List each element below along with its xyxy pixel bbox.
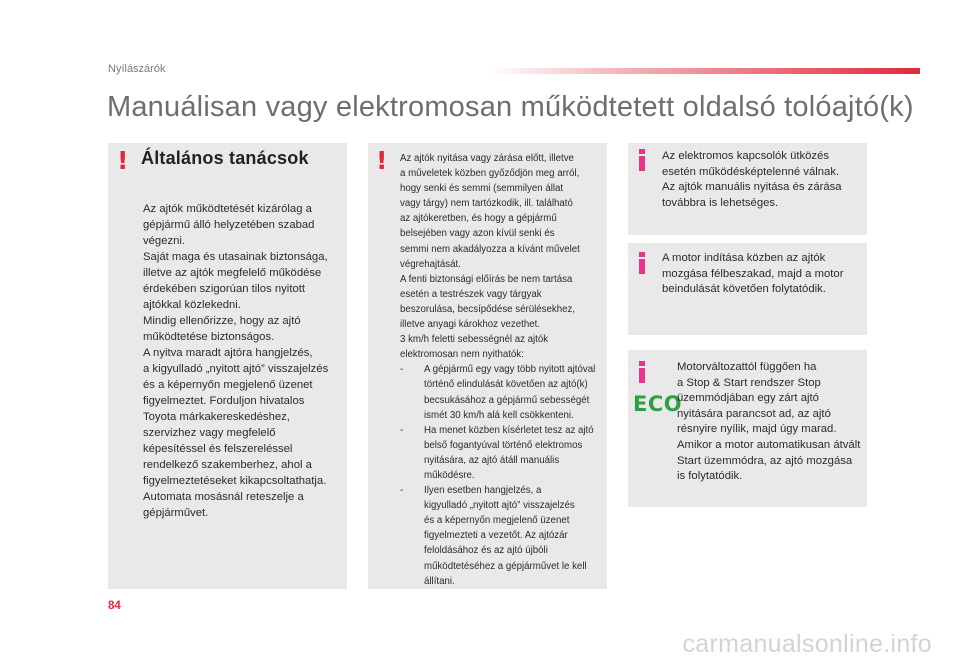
text-line: Az ajtók működtetését kizárólag a	[143, 203, 312, 215]
text-line: működtetése biztonságos.	[143, 331, 275, 343]
info-engine-text	[662, 251, 843, 298]
page-title: Manuálisan vagy elektromosan működtetett oldalsó tolóajtó(k)	[107, 91, 914, 123]
text-line: Az ajtók manuális nyitása és zárása	[662, 181, 842, 194]
speed-limit-list	[400, 362, 608, 588]
list-item	[400, 483, 608, 589]
info-icon	[637, 252, 651, 274]
text-line: működésre.	[424, 469, 475, 481]
warning-exclamation-icon: !	[117, 146, 129, 175]
text-line: Ha menet közben kísérletet tesz az ajtó	[424, 424, 594, 436]
safety-warning-text	[400, 151, 608, 589]
text-line: feloldásához és az ajtó újbóli	[424, 545, 548, 557]
info-icon	[637, 361, 651, 383]
text-line: becsukásához a gépjármű sebességét	[424, 394, 590, 406]
text-line: a Stop & Start rendszer Stop	[677, 376, 821, 389]
text-line: illetve az ajtók megfelelő működése	[143, 267, 322, 279]
info-obstacle-text	[662, 149, 842, 211]
text-line: a kigyulladó „nyitott ajtó” visszajelzés	[143, 363, 329, 375]
text-line: történő elindulását követően az ajtó(k)	[424, 379, 588, 391]
info-stop-start-text	[677, 360, 860, 485]
text-line: állítani.	[424, 575, 455, 587]
text-line: ismét 30 km/h alá kell csökkenteni.	[424, 409, 574, 421]
text-line: Amikor a motor automatikusan átvált	[677, 438, 861, 451]
text-line: is folytatódik.	[677, 470, 743, 483]
text-line: gépjárművet.	[143, 507, 209, 519]
text-line: illetve anyagi károkhoz vezethet.	[400, 319, 541, 331]
text-line: ajtókkal közlekedni.	[143, 299, 241, 311]
text-line: résnyire nyílik, majd úgy marad.	[677, 423, 837, 436]
list-item	[400, 423, 608, 483]
text-line: beindulását követően folytatódik.	[662, 283, 826, 296]
text-line: érdekében szigorúan tilos nyitott	[143, 283, 306, 295]
text-line: A motor indítása közben az ajtók	[662, 252, 826, 264]
warning-exclamation-icon: !	[376, 146, 388, 175]
dash-bullet: -	[400, 364, 404, 376]
text-line: A gépjármű egy vagy több nyitott ajtóval	[424, 364, 596, 376]
text-line: Saját maga és utasainak biztonsága,	[143, 251, 328, 263]
section-label: Nyílászárók	[108, 63, 166, 75]
general-advice-heading: Általános tanácsok	[141, 148, 309, 168]
general-advice-text	[143, 201, 343, 521]
text-line: beszorulása, becsípődése sérülésekhez,	[400, 303, 576, 315]
text-line: kigyulladó „nyitott ajtó” visszajelzés	[424, 500, 575, 512]
text-line: Mindig ellenőrizze, hogy az ajtó	[143, 315, 301, 327]
dash-bullet: -	[400, 424, 404, 436]
text-line: A fenti biztonsági előírás be nem tartása	[400, 273, 573, 285]
text-line: nyitására parancsot ad, az ajtó	[677, 407, 831, 420]
text-line: semmi nem akadályozza a kívánt művelet	[400, 243, 580, 255]
text-line: elektromosan nem nyithatók:	[400, 349, 524, 361]
text-line: a műveletek közben győződjön meg arról,	[400, 168, 580, 180]
text-line: képesítéssel és felszereléssel	[143, 443, 293, 455]
dash-bullet: -	[400, 485, 404, 497]
text-line: rendelkező szakemberhez, ahol a	[143, 459, 312, 471]
text-line: 3 km/h feletti sebességnél az ajtók	[400, 334, 549, 346]
text-line: gépjármű álló helyzetében szabad	[143, 219, 315, 231]
text-line: vagy tárgy) nem tartózkodik, ill. található	[400, 198, 573, 210]
text-line: Start üzemmódra, az ajtó mozgása	[677, 454, 853, 467]
text-line: végrehajtását.	[400, 258, 461, 270]
text-line: üzemmódjában egy zárt ajtó	[677, 392, 819, 405]
text-line: végezni.	[143, 235, 186, 247]
text-line: továbbra is lehetséges.	[662, 196, 779, 209]
text-line: belsejében vagy azon kívül senki és	[400, 228, 555, 240]
text-line: mozgása félbeszakad, majd a motor	[662, 267, 844, 280]
text-line: Toyota márkakereskedéshez,	[143, 411, 290, 423]
text-line: és a képernyőn megjelenő üzenet	[424, 515, 570, 527]
text-line: működtetéséhez a gépjárművet le kell	[424, 560, 587, 572]
section-accent-bar	[488, 68, 920, 74]
text-line: belső fogantyúval történő elektromos	[424, 439, 583, 451]
text-line: esetén a testrészek vagy tárgyak	[400, 288, 542, 300]
text-line: az ajtókeretben, és hogy a gépjármű	[400, 213, 557, 225]
text-line: Ilyen esetben hangjelzés, a	[424, 485, 542, 497]
page-number: 84	[108, 600, 121, 612]
text-line: A nyitva maradt ajtóra hangjelzés,	[143, 347, 313, 359]
text-line: Automata mosásnál reteszelje a	[143, 491, 304, 503]
list-item	[400, 362, 608, 422]
text-line: figyelmezteti a vezetőt. Az ajtózár	[424, 530, 568, 542]
eco-badge-icon: ECO	[633, 392, 683, 416]
info-icon	[637, 149, 651, 171]
text-line: nyitására, az ajtó átáll manuális	[424, 454, 560, 466]
text-line: és a képernyőn megjelenő üzenet	[143, 379, 313, 391]
text-line: hogy senki és semmi (semmilyen állat	[400, 183, 564, 195]
text-line: figyelmeztet. Forduljon hivatalos	[143, 395, 305, 407]
text-line: Az ajtók nyitása vagy zárása előtt, illetve	[400, 153, 574, 164]
text-line: Az elektromos kapcsolók ütközés	[662, 150, 830, 162]
text-line: esetén működésképtelenné válnak.	[662, 165, 840, 178]
watermark: carmanualsonline.info	[682, 630, 932, 658]
text-line: szervizhez vagy megfelelő	[143, 427, 276, 439]
text-line: Motorváltozattól függően ha	[677, 361, 817, 373]
text-line: figyelmeztetéseket kikapcsoltathatja.	[143, 475, 327, 487]
